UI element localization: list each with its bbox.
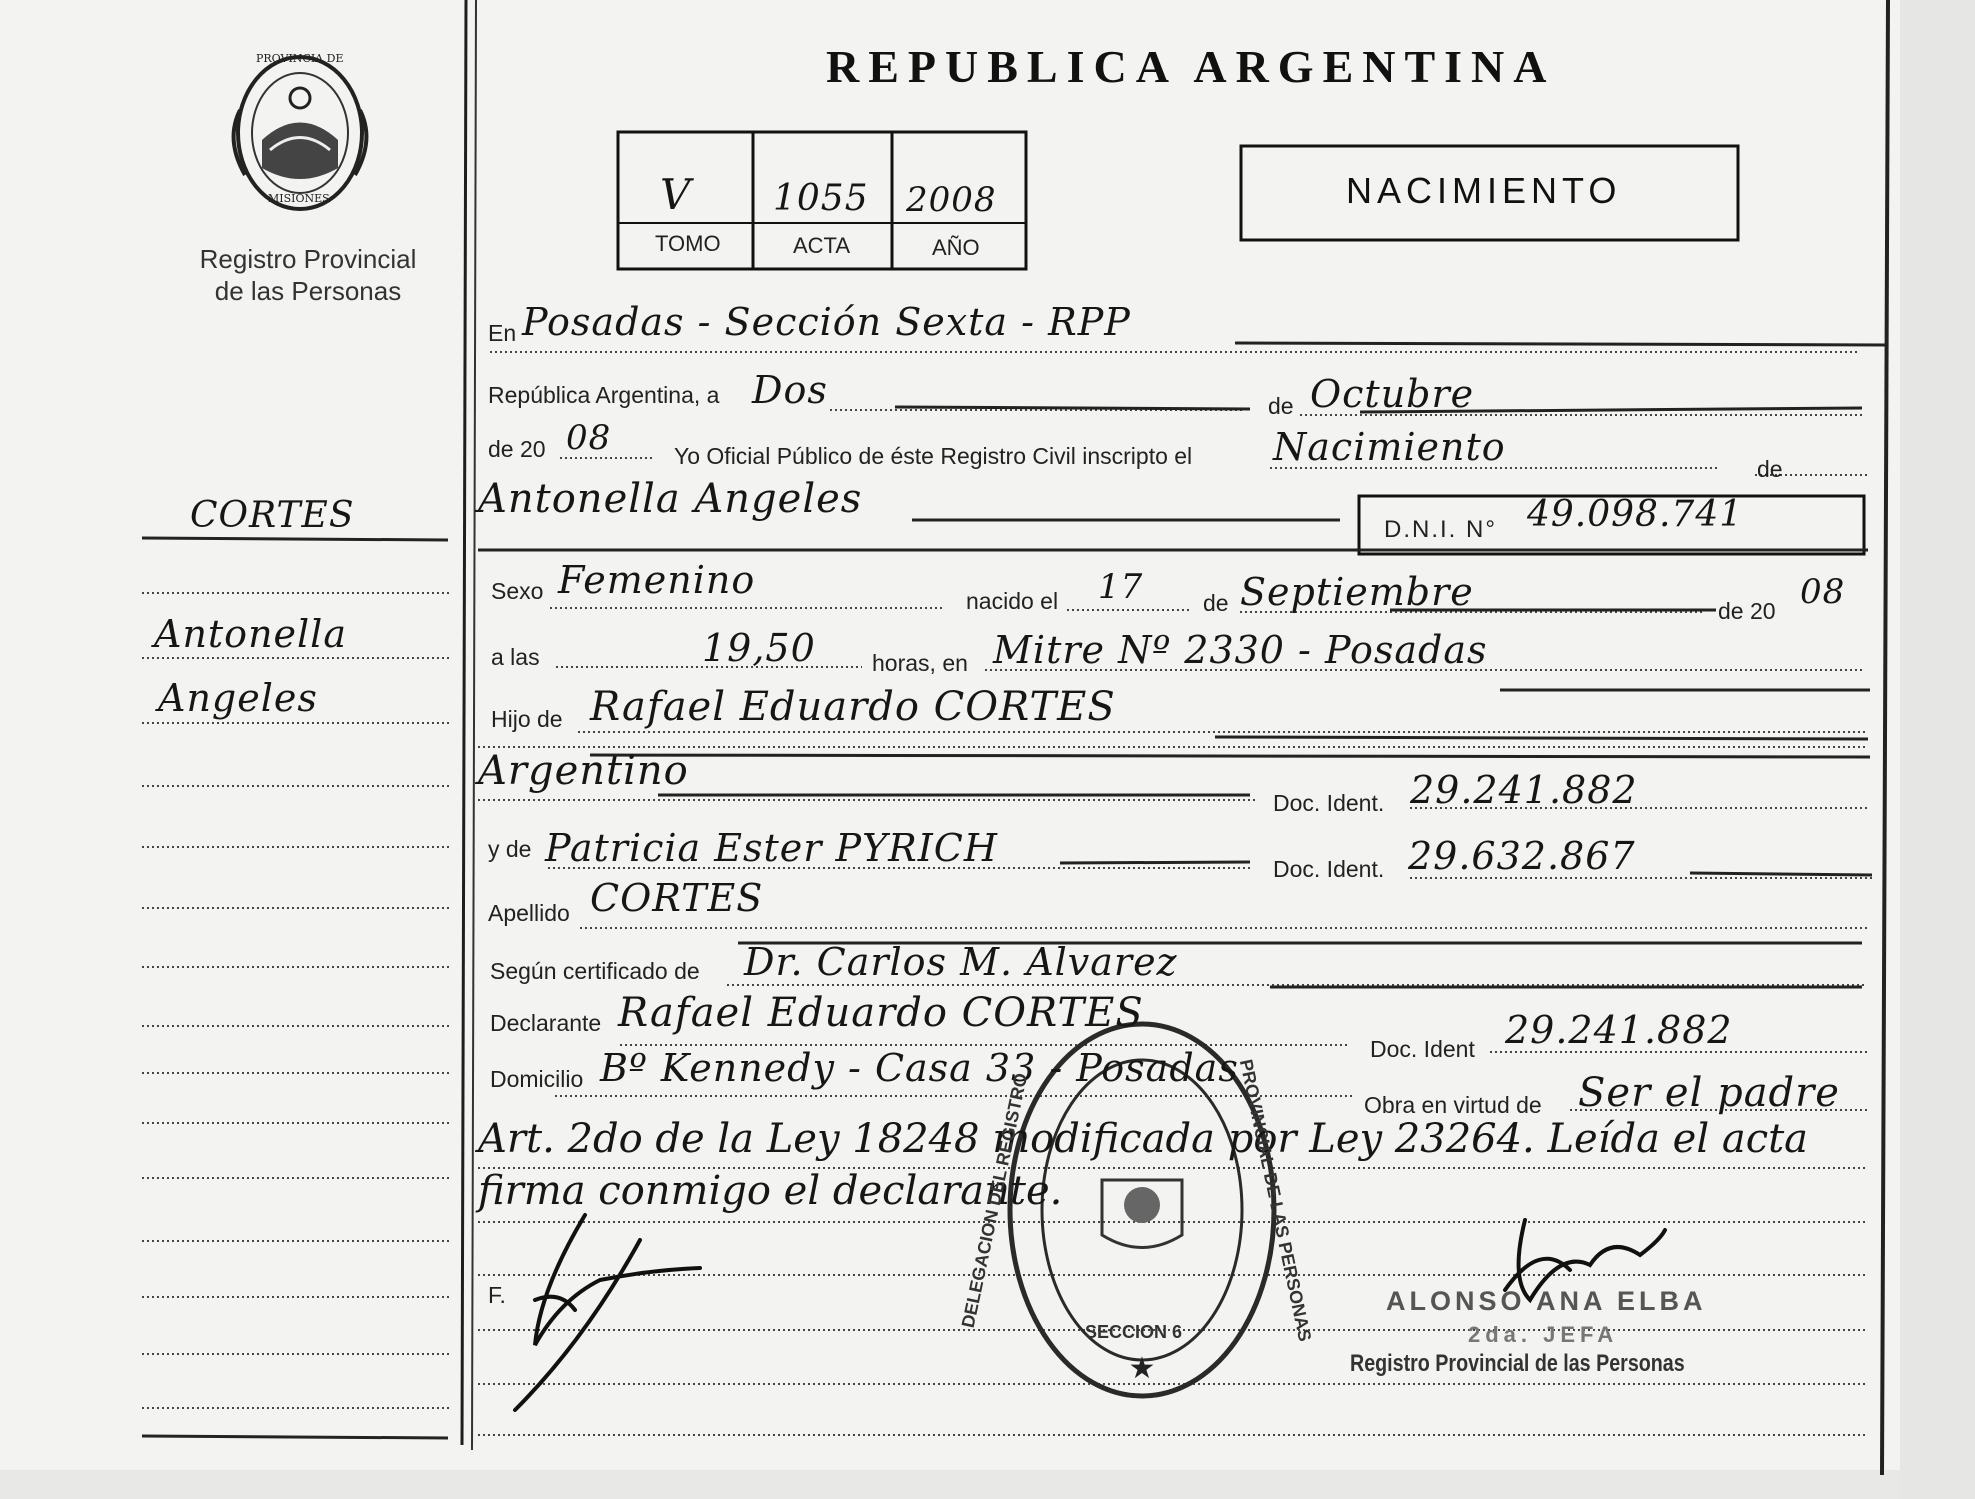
value-madre: Patricia Ester PYRICH bbox=[545, 826, 999, 870]
label-de-mes-nac: de bbox=[1203, 590, 1229, 616]
label-firma: F. bbox=[488, 1282, 506, 1308]
value-sexo: Femenino bbox=[558, 558, 756, 602]
acta-label: ACTA bbox=[793, 233, 851, 258]
anio-value: 2008 bbox=[906, 180, 997, 220]
value-mes-nac: Septiembre bbox=[1240, 570, 1474, 614]
label-de20: de 20 bbox=[488, 436, 546, 462]
value-dia-nac: 17 bbox=[1098, 567, 1144, 607]
value-hora: 19,50 bbox=[702, 626, 816, 670]
value-nombre: Antonella Angeles bbox=[478, 476, 863, 522]
stamp-bottom-text: SECCION 6 bbox=[1085, 1322, 1183, 1342]
label-hijo-de: Hijo de bbox=[491, 706, 563, 732]
country-title: REPUBLICA ARGENTINA bbox=[826, 41, 1556, 92]
label-horas-en: horas, en bbox=[872, 650, 968, 676]
side-given-1: Antonella bbox=[154, 612, 347, 656]
seal-bottom-text: MISIONES bbox=[268, 192, 330, 205]
value-texto-1: Art. 2do de la Ley 18248 modificada por Ley 23264. Leída el acta bbox=[478, 1116, 1809, 1162]
tomo-value: V bbox=[660, 170, 692, 219]
label-declarante: Declarante bbox=[490, 1010, 602, 1036]
value-padre: Rafael Eduardo CORTES bbox=[590, 684, 1116, 730]
label-nacido: nacido el bbox=[966, 588, 1059, 614]
label-doc-ident-madre: Doc. Ident. bbox=[1273, 856, 1385, 882]
label-sexo: Sexo bbox=[491, 578, 544, 604]
value-texto-2: firma conmigo el declarante. bbox=[478, 1168, 1063, 1214]
label-de-mes: de bbox=[1268, 393, 1294, 419]
value-anio-corto: 08 bbox=[566, 418, 612, 458]
label-segun: Según certificado de bbox=[490, 958, 700, 984]
label-de20-nac: de 20 bbox=[1718, 598, 1776, 624]
acta-value: 1055 bbox=[773, 178, 869, 219]
side-given-2: Angeles bbox=[158, 676, 318, 720]
official-role: 2da. JEFA bbox=[1468, 1322, 1619, 1347]
label-yo-oficial: Yo Oficial Público de éste Registro Civil inscripto el bbox=[674, 443, 1193, 469]
label-en: En bbox=[488, 320, 517, 346]
value-obra: Ser el padre bbox=[1578, 1070, 1840, 1116]
label-dni: D.N.I. N° bbox=[1384, 516, 1497, 543]
record-type: NACIMIENTO bbox=[1346, 170, 1622, 211]
value-mes-letras: Octubre bbox=[1310, 372, 1475, 416]
official-name: ALONSO ANA ELBA bbox=[1386, 1286, 1707, 1316]
value-doc-padre: 29.241.882 bbox=[1410, 768, 1638, 812]
tomo-label: TOMO bbox=[655, 231, 721, 256]
side-surname: CORTES bbox=[190, 495, 355, 536]
value-domicilio: Bº Kennedy - Casa 33 - Posadas bbox=[600, 1046, 1239, 1090]
value-dia-letras: Dos bbox=[752, 368, 828, 412]
label-doc-ident-padre: Doc. Ident. bbox=[1273, 790, 1385, 816]
label-a-las: a las bbox=[491, 644, 540, 670]
value-lugar: Posadas - Sección Sexta - RPP bbox=[522, 300, 1131, 344]
value-anio-nac: 08 bbox=[1800, 572, 1846, 612]
value-nacionalidad: Argentino bbox=[478, 748, 689, 794]
label-domicilio: Domicilio bbox=[490, 1066, 584, 1092]
value-doc-declarante: 29.241.882 bbox=[1505, 1008, 1733, 1052]
value-lugar-nac: Mitre Nº 2330 - Posadas bbox=[993, 628, 1488, 672]
value-inscripto: Nacimiento bbox=[1273, 425, 1506, 469]
anio-label: AÑO bbox=[932, 235, 980, 260]
label-obra: Obra en virtud de bbox=[1364, 1092, 1542, 1118]
value-declarante: Rafael Eduardo CORTES bbox=[618, 990, 1144, 1036]
value-medico: Dr. Carlos M. Alvarez bbox=[744, 940, 1178, 984]
label-de-nombre: de bbox=[1757, 456, 1783, 482]
seal-top-text: PROVINCIA DE bbox=[256, 52, 344, 65]
value-doc-madre: 29.632.867 bbox=[1408, 834, 1636, 878]
svg-text:★: ★ bbox=[1128, 1351, 1156, 1386]
value-dni: 49.098.741 bbox=[1527, 494, 1744, 535]
stamp-right-text: PROVINCIAL DE LAS PERSONAS bbox=[1235, 1057, 1316, 1344]
label-doc-ident-declarante: Doc. Ident bbox=[1370, 1036, 1475, 1062]
stamp-left-text: DELEGACION DEL REGISTRO bbox=[957, 1071, 1032, 1330]
label-y-de: y de bbox=[488, 836, 532, 862]
official-registry: Registro Provincial de las Personas bbox=[1350, 1350, 1685, 1377]
label-apellido: Apellido bbox=[488, 900, 570, 926]
label-republica: República Argentina, a bbox=[488, 382, 720, 408]
registry-name: Registro Provincial de las Personas bbox=[199, 244, 417, 306]
value-apellido: CORTES bbox=[590, 876, 764, 920]
